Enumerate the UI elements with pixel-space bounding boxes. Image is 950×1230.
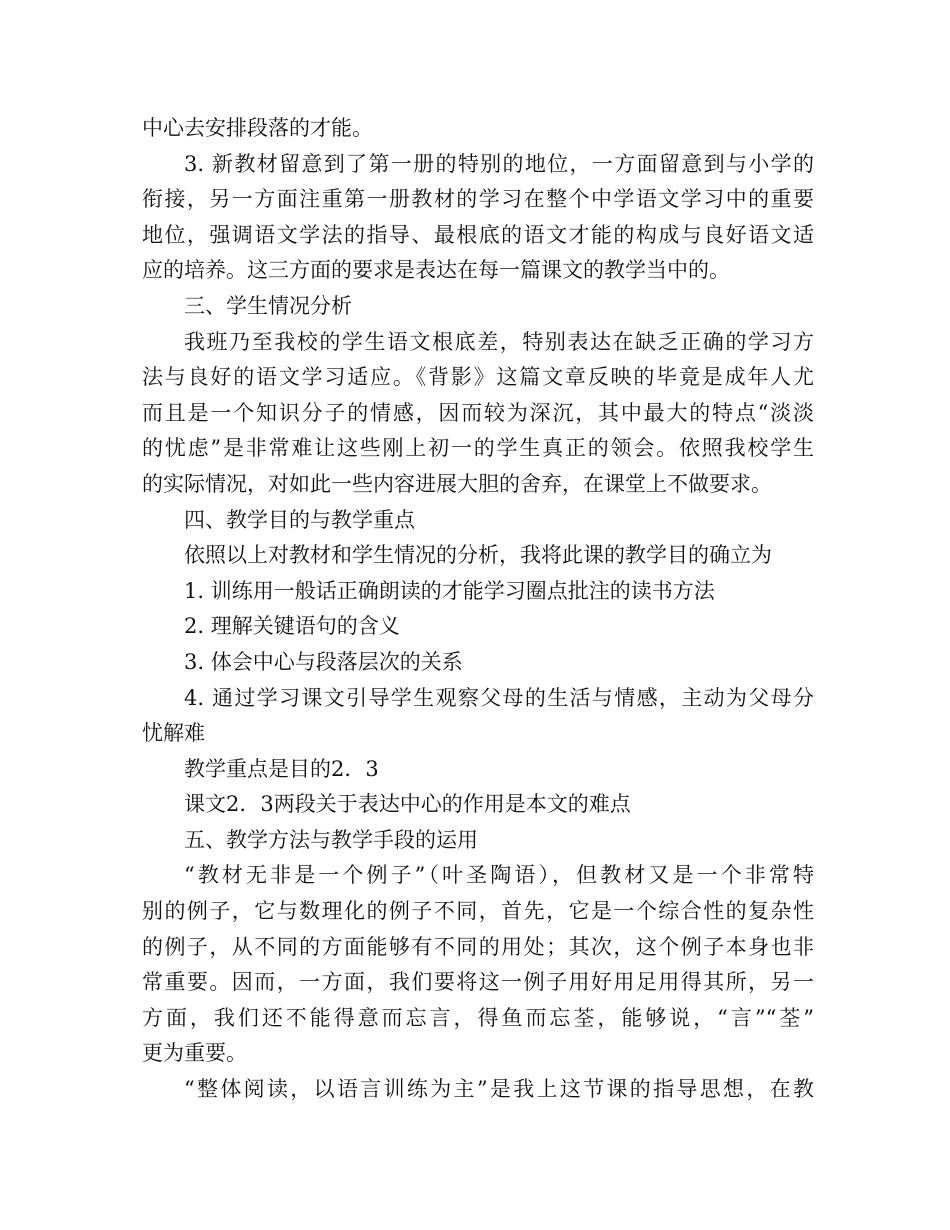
text-line: 我班乃至我校的学生语文根底差，特别表达在缺乏正确的学习方 xyxy=(184,329,814,354)
text-line: “整体阅读，以语言训练为主”是我上这节课的指导思想，在教 xyxy=(184,1077,814,1102)
text-line: 3. 体会中心与段落层次的关系 xyxy=(184,649,463,674)
text-line: 忧解难 xyxy=(142,721,205,746)
text-line: 地位，强调语文学法的指导、最根底的语文才能的构成与良好语文适 xyxy=(142,222,814,247)
text-line: 中心去安排段落的才能。 xyxy=(142,116,373,140)
text-line: “教材无非是一个例子”（叶圣陶语），但教材又是一个非常特 xyxy=(184,863,814,888)
text-line: 应的培养。这三方面的要求是表达在每一篇课文的教学当中的。 xyxy=(142,258,730,283)
text-line: 依照以上对教材和学生情况的分析，我将此课的教学目的确立为 xyxy=(184,543,772,568)
text-line: 教学重点是目的2．3 xyxy=(184,756,379,781)
text-line: 三、学生情况分析 xyxy=(184,293,352,318)
text-line: 常重要。因而，一方面，我们要将这一例子用好用足用得其所，另一 xyxy=(142,970,814,995)
text-line: 的例子，从不同的方面能够有不同的用处；其次，这个例子本身也非 xyxy=(142,934,814,959)
text-line: 2. 理解关键语句的含义 xyxy=(184,614,400,639)
document-page xyxy=(142,111,814,1108)
text-line: 3. 新教材留意到了第一册的特别的地位，一方面留意到与小学的 xyxy=(184,151,814,176)
text-line: 的忧虑”是非常难让这些刚上初一的学生真正的领会。依照我校学生 xyxy=(142,436,814,461)
text-line: 课文2．3两段关于表达中心的作用是本文的难点 xyxy=(184,792,631,817)
text-line: 更为重要。 xyxy=(142,1041,247,1066)
text-line: 4. 通过学习课文引导学生观察父母的生活与情感，主动为父母分 xyxy=(184,685,814,710)
text-line: 方面，我们还不能得意而忘言，得鱼而忘荃，能够说，“言”“荃” xyxy=(142,1005,814,1030)
text-line: 衔接，另一方面注重第一册教材的学习在整个中学语文学习中的重要 xyxy=(142,187,814,212)
text-line: 的实际情况，对如此一些内容进展大胆的舍弃，在课堂上不做要求。 xyxy=(142,471,772,496)
text-line: 别的例子，它与数理化的例子不同，首先，它是一个综合性的复杂性 xyxy=(142,899,814,924)
text-line: 法与良好的语文学习适应。《背影》这篇文章反映的毕竟是成年人尤 xyxy=(142,365,814,390)
text-line: 四、教学目的与教学重点 xyxy=(184,507,415,532)
text-line: 而且是一个知识分子的情感，因而较为深沉，其中最大的特点“淡淡 xyxy=(142,400,814,425)
text-line: 五、教学方法与教学手段的运用 xyxy=(184,827,478,852)
text-line: 1. 训练用一般话正确朗读的才能学习圈点批注的读书方法 xyxy=(184,578,715,603)
